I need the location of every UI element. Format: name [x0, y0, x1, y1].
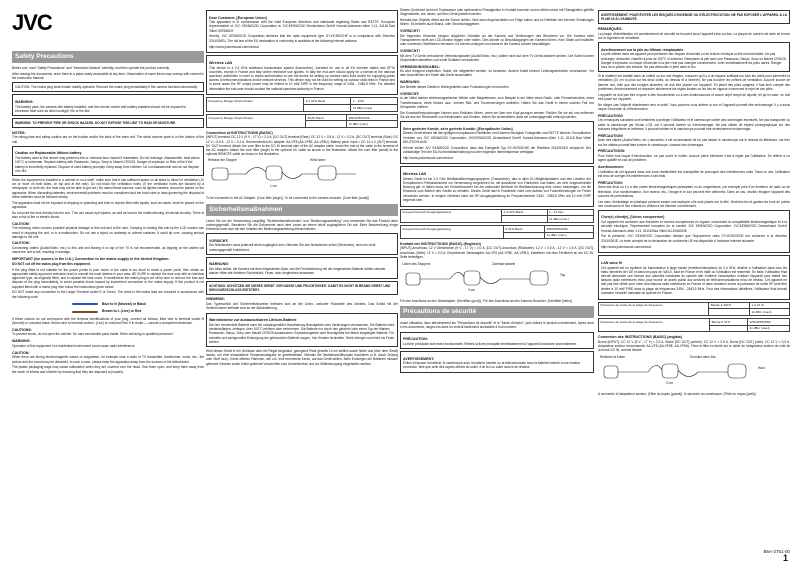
de-wlan-title: Wireless LAN [403, 171, 427, 176]
de-warnung-text-2: Der Betrieb dieses Geräts in Wohngebieten kann Funkstörungen hervorrufen. [400, 84, 510, 89]
caution-text-4: To prevent shock, do not open the cabinet. No user serviceable parts inside. Refer servicing to qualified personnel. [12, 332, 174, 337]
fr-precaution-text-2: Avec des câbles (Audio/Vidéo, etc.) raccordés, il est recommandé de ne pas laisser le caméscope sur le dessus du téléviseur, car tirer sur les câbles pourrait faire tomber le caméscope, causant des dommages. [598, 138, 790, 147]
freq-power: 11 dBm (max) [351, 105, 398, 112]
intro-text: Before use, read "Safety Precautions" and "Instruction Manual" carefully, and then operate the product correctly. [12, 65, 170, 70]
fr-relacher-label: Relâcher la butée [600, 355, 625, 360]
dear-customer-text: This apparatus is in conformance with the valid European directives and standards regarding Radio and R&TTE. European representative of JVC KENWOOD Corporation is: JVCKENWOOD Deutschland GmbH Konrad-Adenauer-Allee 1-11, 61118 Bad Vilbel GERMANY [209, 20, 395, 33]
de-kunde-title: Sehr geehrter Kunde, sehr geehrte Kundin, [Europäische Union] [403, 126, 513, 131]
freq-power: 11 dBm (max.) [545, 232, 594, 239]
fire-warning-box [12, 118, 204, 128]
de-warnung-text: Der Akku selbst, die Kamera mit dem eingesetzten Akku und die Fernbedienung mit der eingesetzten Batterie dürfen niemals starker Hitze wie direktem Sonnenlicht, Feuer, oder dergleichen aussetzen. [209, 267, 386, 276]
freq-label: Frequenzbereich Ausgangsleistung [401, 225, 504, 238]
connection-title: Connection of INSTRUCTIONS (BASIC) [206, 130, 273, 135]
fr-sun-text: Ne dirigez pas l'objectif directement vers le soleil. Vous pourriez vous abîmer la vue et l'appareil pourrait être endommagé. Il y a aussi risque d'incendie ou d'électrocution. [598, 102, 790, 111]
wlan-box [206, 55, 398, 95]
freq-power: 11 dBm (maxi) [748, 325, 790, 332]
fr-enrouler-label: Enrouler deux fois [690, 355, 716, 360]
caution-title-5: CAUTION: [12, 350, 30, 355]
fr-lithium-box [598, 42, 790, 72]
de-cm-label: 3 cm [468, 288, 475, 293]
de-warnung-box [206, 257, 398, 279]
lithium-box [12, 146, 204, 176]
de-top-label: Top [560, 273, 566, 278]
warning-text: The battery pack, the camera with battery installed, and the remote control with battery installed should not be exposed to excessive heat such as direct sunlight, fire or the like. [15, 104, 187, 113]
fr-remarques-title: REMARQUES: [598, 26, 623, 31]
to-be-connected-text: To be connected to the AC Adapter. (Core filter (large)). To be connected to the camera recorder. (Core filter (small)) [206, 196, 370, 201]
connection-text: [INPUT] terminal: DC 12 V (9 V - 17 V) = 2.0 A. [DC OUT] terminal (Rear): DC 12 V = 0.5 A - 12 V = 0.2 A. [DC OUT] terminal (Side): DC 12 V = 0.5 A - 12 V = 0.2 A. Recommended AC adapter: AA-VF8 (AA-VF8E, AA-VF8U). Battery pack: Input = DC 14.4 V. [ALT] terminal, DC OUT terminal. Attach the core filter to the DC IN terminal side of the AC adapter cable. Insert the end of the cable to the terminal of the AC adapter. Attach the core filter (large) to the optional AC cable as shown in the illustration. Attach the core filter (small) to the optional REMOTE cable as shown in the illustration. [206, 135, 398, 157]
freq-channels: W52/W53/W56 [347, 114, 398, 121]
fr-core-filter-figure [598, 354, 790, 390]
fr-fire-warning-text: AVERTISSEMENT: POUR ÉVITER LES RISQUES D'INCENDIE OU D'ÉLECTROCUTION, NE PAS EXPOSER L'APPAREIL À LA PLUIE NI À L'HUMIDITÉ. [601, 13, 787, 22]
fr-avertissement-text-2: L'utilisation de cet appareil dans une zone résidentielle est susceptible de provoquer des interférences radio. Dans ce cas, l'utilisateur est tenu de corriger les interférences à ses frais. [598, 169, 790, 178]
de-vorsicht-title-2: VORSICHT! [400, 48, 420, 53]
de-hinweise-title: HINWEISE: [206, 297, 225, 302]
caution-text-5: When there are strong electromagnetic waves or magnetism, for example near a radio or TV transmitter, transformer, motor, etc., the picture and the sound may be disturbed. In such a case, please keep the apparatus away from the sources of the disturbance. [12, 355, 204, 364]
fr-cher-title: Cher(e) client(e), [Union européenne] [601, 215, 665, 220]
freq-power: 11 dBm (max) [347, 121, 398, 128]
de-kabel-title: VERBINDUNGSKABEL: [400, 64, 441, 69]
eu-box [206, 10, 398, 53]
fr-wlan-text: Cet appareil est un système de transmission à large bande (émetteur/récepteur) de 2,4 GHz, destiné à l'utilisation dans tous les états membres de l'UE et dans les pays de l'AELE, sauf en France et en Italie où l'utilisation est restreinte. En Italie, l'utilisateur final devrait demander une licence aux autorités nationales du spectre afin d'obtenir l'autorisation d'utiliser l'appareil pour établir des liaisons radio extérieures et/ou pour fournir un accès public aux services de télécommunications et/ou de réseau. Cet appareil ne doit pas être utilisé pour créer des liaisons radio extérieures en France et dans certaines zones la puissance de sortie RF peut être limitée à 10 mW PIRE dans la plage de fréquences 2454 - 2483,5 MHz. Pour des informations détaillées, l'utilisateur final devrait contacter l'autorité nationale du spectre en France. [601, 265, 787, 295]
fr-avertissement-title: AVERTISSEMENT: [403, 356, 435, 361]
de-warnung-title: WARNUNG: [209, 262, 230, 267]
fr-avertissement-title-2: Avertissement: [598, 164, 624, 169]
caution-text: CAUTION: The mains plug shall remain readily operable. Remove the mains plug immediately if the camera functions abnormally. [15, 85, 198, 90]
fr-intro: Avant utilisation, lisez attentivement les "Précautions de sécurité" et le "Mode d'emploi", puis utilisez le produit correctement. Après avoir lu les documents, rangez-les dans un endroit facilement accessible à tout moment. [400, 321, 594, 330]
fr-doc-url: http://www.jvckenwood.com/ce/doc/ [601, 244, 652, 249]
fr-freq-table-1 [598, 302, 790, 316]
hereby-text: Hereby, JVC KENWOOD Corporation declares that the radio equipment type GY-HC900CHE is in compliance with Directive 2014/53/EU. The full text of the EU declaration of conformity is available at the following internet address: [209, 34, 395, 43]
fr-precaution-text-1: Les remarques suivantes sont destinées à protéger l'utilisateur et le caméscope contre des dommages éventuels. Ne pas transporter ou saisir le caméscope par l'écran LCD, car il pourrait tomber ou s'endommager. Ne pas utiliser de trépied photographique sur des surfaces irrégulières et inclinées. Il pourrait tomber et le caméscope pourrait être sérieusement endommagé. [598, 118, 790, 131]
freq-power: 11 dBm (maxi) [749, 309, 789, 316]
freq-band: Bande 2,4GHz [709, 302, 750, 309]
freq-table-1 [206, 97, 398, 111]
wire-brown-label: Brown to L (Live) or Red [102, 309, 142, 314]
fr-precaution-box [400, 332, 594, 349]
fr-connexion-title: Connexion des INSTRUCTIONS (BASIC) (anglais) [598, 334, 683, 339]
wire-brown-swatch [72, 311, 98, 313]
caution-title-3: CAUTION! [12, 241, 30, 246]
fr-raccorder-text: A connecter à l'adaptateur secteur. (Filtre du noyau (grand)). A raccorder au caméscope. (Filtre du noyau (petit)) [598, 392, 756, 397]
de-wickeln-label: Zweimal wickeln [492, 262, 516, 267]
de-core-filter-illustration [400, 261, 592, 297]
de-stopper-label: Lösen des Stoppers [402, 262, 431, 267]
de-kontakt-title: Kontakt der INSTRUCTIONS (BASIC) (Englisch) [400, 241, 481, 246]
de-lithium-title: Warnhinweise zur austauschbaren Lithium-Batterie [209, 318, 297, 323]
fr-cm-label: 3 cm [666, 381, 673, 386]
de-vorsicht-title: VORSICHT: [209, 238, 229, 243]
uk-text-1: DO NOT cut off the mains plug from this equipment. [12, 261, 91, 266]
de-kunde-text: Dieses Gerät stimmt mit den gültigen europäischen Richtlinien und Normen bezüglich Funkgeräte und R&TTE überein. Europäischer Vertreter von JVC KENWOOD Corporation: JVCKENWOOD Deutschland GmbH Konrad-Adenauer-Allee 1-11, 61118 Bad Vilbel DEUTSCHLAND [403, 131, 591, 144]
column-french [598, 8, 790, 537]
plastic-text: The plastic packaging bags may cause suffocation when they are covered over the head. Tear them open, and keep them away from the reach of infants and children by ensuring that they are disposed of properly. [12, 365, 204, 374]
wire-brown [72, 309, 204, 313]
de-vorsicht-text-2: Mit dem TV-Gerät verbundene Verbindungskabel (Audio/Video, etc.) sollten nicht auf dem TV-Gerät platziert werden. Die Kabel können Stolperfallen darstellen und somit Schäden verursachen. [400, 53, 594, 62]
de-freq-table-1 [400, 209, 594, 223]
freq-label: Frequency Range Output Power [207, 98, 304, 111]
fr-cher-text: Cet appareil est conforme aux directives et normes européennes en vigueur concernant la compatibilité électromagnétique et à la sécurité électrique. Représentant européen de la société JVC KENWOOD Corporation: JVCKENWOOD Deutschland GmbH Konrad-Adenauer-Allee 1-11, 61118 Bad Vilbel ALLEMAGNE [601, 220, 787, 233]
fr-precaution-title-2: PRÉCAUTION! [598, 133, 623, 138]
warning-title-3: WARNING: [12, 339, 31, 344]
fr-precaution-text-4: Dans des lieux où il y a des ondes électromagnétiques puissantes ou du magnétisme, par exemple près d'un émetteur de radio ou de télévision, d'un transformateur, d'un moteur, etc., l'image et le son peuvent être déformés. Dans ce cas, veuillez éloigner l'appareil des sources de perturbations. [598, 185, 790, 198]
dear-customer-title: Dear Customer, [European Union] [209, 15, 267, 20]
fr-precaution-title-3: PRÉCAUTIONS: [598, 149, 626, 154]
core-filter-figure [206, 158, 398, 194]
de-sun-text: Niemals das Objektiv direkt auf die Sonne richten. Dies kann Augenschäden zur Folge haben und zu Defekten der internen Schaltungen führen. Es besteht auch Brand- oder Stromschlaggefahr. [400, 18, 594, 27]
section-heading-sicherheit: Sicherheitsmaßnahmen [206, 204, 398, 216]
one-cm-label: 1 cm [270, 184, 277, 189]
fr-eu-box [598, 210, 790, 253]
fr-lithium-title: Avertissement sur la pile au lithium remplaçable [601, 47, 684, 52]
de-core-filter-figure [400, 261, 594, 297]
fr-connexion-text: Borne [INPUT]: CC 12 V (9 V - 17 V) = 2,0 A. Borne [DC OUT] (arrière): CC 12 V = 0,5 A. Borne [DC OUT] (côté): CC 12 V = 0,5 A. Adaptateur secteur recommandé: AA-VF8 (AA-VF8E, AA-VF8U). Fixez le filtre en ferrite sur le câble de l'adaptateur secteur du côté de la borne DC IN, comme illustré. [598, 339, 790, 353]
de-vorsicht-box [206, 233, 398, 255]
caution-text-3: Connecting cables (Audio/Video, etc.) to this unit and leaving it on top of the TV is not recommended, as tripping on the cables will cause the unit to fall, resulting in damage. [12, 246, 204, 255]
uk-text-2: If the plug fitted is not suitable for the power points in your home or the cable is too short to reach a power point, then obtain an appropriate safety approved extension lead or consult the local dealers in your area. BE SURE to replace the fuse only with an identical approved type, as originally fitted, and to replace the fuse cover. If nonetheless the mains plug is cut off be sure to remove the fuse and dispose of the plug immediately, to avoid possible shock hazard by inadvertent connection to the mains supply. If this product is not supplied fitted with a mains plug then follow the instructions given below: [12, 267, 204, 289]
caution-text-2: The following notes concern possible physical damage to this unit and to the user. Carrying or holding this unit by the LCD monitor can result in dropping the unit, or in a malfunction. Do not use a tripod on unsteady or unlevel surfaces. It could tip over, causing serious damage to the unit. [12, 226, 204, 239]
cabinet-text: When the equipment is installed in a cabinet or on a shelf, make sure that it has sufficient space on all sides to allow for ventilation (10 cm or more on both sides, on top and at the rear). Do not block the ventilation holes. (If the ventilation holes are blocked by a newspaper, or cloth etc. the heat may not be able to get out.) No naked flame sources, such as lighted candles, should be placed on the apparatus. When discarding batteries, environmental problems must be considered and the local rules or laws governing the disposal of these batteries must be followed strictly. [12, 177, 204, 199]
de-vorsicht-text-3: In der Nähe starker elektromagnetischer Wellen oder Magnetismus, zum Beispiel in der Nähe eines Radio- oder Fernsehsenders, eines Transformators, eines Motors usw., können Bild- und Tonverzerrungen auftreten. Halten Sie das Gerät in einem solchen Fall von Störquellen entfernt. [400, 96, 594, 109]
freq-channels: W52/W53/W56 [748, 319, 790, 326]
jvc-logo: JVC [12, 10, 52, 35]
wind-twice-label: Wind twice [310, 158, 326, 163]
caution-title-4: CAUTIONS: [12, 327, 32, 332]
freq-channels: 1 - 13 Kan. [547, 209, 593, 216]
freq-channels: 1 à 13 ch [749, 302, 789, 309]
fr-precaution-title: PRÉCAUTION: [403, 337, 428, 342]
fr-wlan-box [598, 255, 790, 299]
section-heading-precautions-fr: Précautions de sécurité [400, 306, 594, 318]
freq-band: 5GHz Band [306, 114, 347, 121]
de-plastic-text: Die Kunststoffverpackungen können zum Ersticken führen, wenn sie über den Kopf gezogen werden. Reißen Sie sie auf und entfernen Sie sie aus der Reichweite von Kleinkindern und Kindern, indem Sie sicherstellen, dass sie ordnungsgemäß entsorgt werden. [400, 110, 594, 119]
release-stopper-label: Release the Stopper [208, 158, 238, 163]
de-intro: Lesen Sie vor der Verwendung sorgfältig "Sicherheitsmaßnahmen" und "Bedienungsanleitung" und verwenden Sie das Produkt dann ordnungsgemäß. Bewahren Sie die Dokumente nach dem Lesen an einem leicht zugänglichen Ort auf. Einer Beschreibung einige Elemente kann sich mit den Inhalten der Bedienungsanleitung überschneiden. [206, 218, 398, 231]
fr-fire-warning-box [598, 10, 790, 24]
intro-text-2: After reading the documents, store them in a place easily accessible at any time. Observation of some items may overlap with content in the Instruction Manual. [12, 71, 204, 80]
page-number: 1 [782, 553, 788, 564]
de-freq-table-2 [400, 225, 594, 239]
de-eu-box [400, 121, 594, 164]
lithium-text: The battery used in this device may present a fire or chemical burn hazard if mistreated. Do not recharge, disassemble, heat above 100°C or incinerate. Replace battery with Panasonic, Sanyo, Sony or Maxell CR2025. Danger of explosion or Risk of fire if the battery is incorrectly replaced. Dispose of used battery promptly. Keep away from children. Do not disassemble and do not dispose of in fire. [15, 156, 200, 173]
notes-text: The rating plate and safety caution are on the bottom and/or the back of the main unit. The serial number plate is on the bottom of the unit. [12, 135, 204, 144]
de-vorsicht-title-1: VORSICHT! [400, 28, 420, 33]
freq-band: 5 GHz-Band [503, 225, 544, 232]
freq-band: 2,4 GHz-Band [502, 209, 548, 216]
freq-channels: 1 - 13ch [351, 98, 398, 105]
de-hinweise-text: Das Typenschild und Sicherheitshinweise befinden sich an der Unter- und/oder Rückseite des Gerätes. Das Schild mit der Seriennummer befindet sich an der Akkuhalterung. [206, 302, 398, 311]
wlan-title: Wireless LAN [209, 60, 233, 65]
de-hiermit-text: Hiermit erklärt JVC KENWOOD Corporation, dass das Funkgerät Typ GY-HC900CHE der Richtlinie 2014/53/EU entspricht. Der vollständige Text der EU-Konformitätserklärung ist unter folgender Internetadresse verfügbar: [403, 145, 591, 154]
wire-blue-swatch [72, 303, 98, 305]
de-lithium-text: Die hier verwendete Batterie kann bei unsachgemäßer Handhabung Brandgefahr oder Verätzungen verursachen. Die Batterie nicht wiederaufladen, zerlegen, über 100°C erhitzen oder verbrennen. Die Batterie nur durch den gleichen oder einen Typ der Marken Panasonic, Sanyo, Sony oder Maxell CR2025 austauschen. Explosionsgefahr oder Brandgefahr bei falsch eingelegter Batterie. Für schnelle und sachgemäße Entsorgung der gebrauchten Batterie sorgen. Von Kindern fernhalten. Nicht zerlegen und nicht ins Feuer werfen. [209, 322, 395, 344]
fr-precaution-text: La fiche principale doit rester fonctionnelle. Retirez la fiche principale immédiatement si l'appareil fonctionne anormalement. [403, 341, 578, 346]
de-achtung-text: ACHTUNG: SCHÜTZEN SIE DIESES GERÄT VOR NÄSSE UND FEUCHTIGKEIT. DAMIT ES NICHT IN BRAND GERÄT UND KEIN KURZSCHLUSS ENTSTEHT. [209, 283, 391, 292]
de-vorsicht-text-1: Die folgenden Hinweise beugen möglichen Schäden an der Kamera und Verletzungen des Benutzers vor. Die Kamera beim Transportieren nicht am LCD-Monitor tragen oder halten. Dies könnte zu Beschädigungen der Kamera führen. Kein Stativ auf instabilen oder unebenen Oberflächen benutzen. Es könnte umkippen und dadurch die Kamera schwer beschädigen. [400, 33, 594, 47]
fr-core-filter-illustration [598, 354, 788, 390]
fr-precaution-text-3: Pour éviter tout risque d'électrocution, ne pas ouvrir le boîtier. Aucune pièce intérieure n'est à régler par l'utilisateur. Se référer à un agent qualifié en cas de problème. [598, 153, 790, 163]
de-lithium-box [206, 313, 398, 347]
core-filter-illustration [206, 158, 396, 194]
de-drip-text: Dieses Gerät darf nicht mit Tropfwasser oder spritzendem Flüssigkeiten in Kontakt kommen und es dürfen keine mit Flüssigkeiten gefüllte Gegenstände, wie Vasen, auf dem Gerät platziert werden. [400, 8, 594, 17]
wire-blue-label: Blue to N (Neutral) or Black [102, 301, 147, 306]
freq-channels: W52/W53/W56 [545, 225, 594, 232]
fire-warning-text: WARNING: TO PREVENT FIRE OR SHOCK HAZARD, DO NOT EXPOSE THIS UNIT TO RAIN OR MOISTURE. [15, 120, 177, 125]
freq-label: Puissance de sortie de la plage de fréquence [599, 302, 709, 315]
fr-parlapres-text: Par la présente, JVC KENWOOD Corporation déclare que l'équipement radio GY-HC900CHE est conforme à la directive 2014/53/UE. Le texte complet de la déclaration de conformité UE est disponible à l'adresse Internet suivante: [601, 234, 787, 243]
fr-freq-table-2 [598, 318, 790, 332]
freq-label: Frequency Range Output Power [207, 114, 306, 127]
notes-title: NOTES: [12, 130, 26, 135]
freq-band: Bande 5 GHz [710, 319, 748, 326]
fr-haut-label: Haut [758, 366, 765, 371]
drip-text: The apparatus shall not be exposed to dripping or splashing and that no objects filled with liquids, such as vases, shall be placed on the apparatus. [12, 200, 204, 209]
column-english [12, 48, 204, 537]
warning-title: WARNING: [15, 99, 34, 104]
de-wlan-box [400, 166, 594, 206]
fr-avertissement-text: Évitez d'exposer la batterie, le caméscope avec la batterie insérée ou la télécommande avec la batterie insérée à une chaleur excessive, telle que celle des rayons directs du soleil, d'un feu ou autre source de chaleur. [403, 361, 581, 370]
fr-precaution-title-4: PRÉCAUTION: [598, 180, 623, 185]
freq-table-2 [206, 114, 398, 128]
de-doc-url: http://www.jvckenwood.com/ce/doc/ [403, 155, 454, 160]
de-kabel-text: Es wird dringend empfohlen, Kabel, die mitgeliefert werden, zu benutzen. Andere Kabel können Leistungseinbußen verursachen. Vor dem Anschließen der Kabel das Gerät ausschalten. [400, 69, 594, 78]
uk-title: IMPORTANT (for owners in the U.K.) Connection to the mains supply in the United Kingdom. [12, 257, 170, 262]
freq-label: Frequenzbereich Ausgangsleistung [401, 209, 502, 222]
wlan-text: This device is a 2.4 GHz wideband transmission system (transceiver), intended for use in all EU member states and EFTA countries, except in France and Italy where restrictive use applies. In Italy the end-user should apply for a license at the national spectrum authorities in order to obtain authorization to use the device for setting up outdoor radio links and/or for supplying public access to telecommunications and/or network services. This device may not be used for setting up outdoor radio links in France and in some areas the RF output power may be limited to 10 mW EIRP in the frequency range of 2454 - 2483.5 MHz. For detailed information the end-user should contact the national spectrum authority in France. [209, 65, 395, 91]
de-vorsicht-text: Der Netzstecker muss jederzeit leicht zugänglich sein. Nehmen Sie den Netzstecker sofort (Stromnetz), wenn es nicht ordnungsgemäß funktioniert. [209, 243, 376, 252]
doc-url: http://www.jvckenwood.com/ce/doc/ [209, 44, 260, 49]
caution-box [12, 82, 204, 92]
fr-cabinet-text: Si le matériel est installé dans un coffret ou sur une étagère, s'assurer qu'il y a un espace suffisant sur tous les côtés pour permettre la ventilation (10 cm ou plus sur les deux côtés, au dessus et à l'arrière). Ne pas boucher les orifices de ventilation. Aucune source de flamme nue, telle que des bougies allumées, ne doit être placée sur l'appareil. En jetant des piles usagées, il faut tenir compte des problèmes d'environnement et respecter strictement les règles locales ou les lois en vigueur concernant le rejet de ces piles. [598, 74, 790, 91]
fr-wlan-title: LAN sans fil [601, 260, 622, 265]
fr-remarques-text: La plaque d'identification et l'avertissement de sécurité se trouvent sous l'appareil et/ou au dos. La plaque de numéro de série se trouve sur le logement de la batterie. [598, 31, 790, 40]
document-code: B6A-2751-00 [763, 549, 790, 555]
de-more-text: Wird dieses Gerät in ein Gehäuse oder ein Regal eingebaut, genügend Platz (jeweils 10 cm seitlich sowie hinter und über dem Gerät) lassen, um eine einwandfreie Temperaturabgabe zu gewährleisten. Niemals die Ventilationsöffnungen blockieren (z.B. durch Zeitung oder Stoff usw.). Keine offenen Flammen, wie z.B. eine brennende Kerze, auf das Gerät stellen. Beim Entsorgen der Batterien müssen geltende Gesetze sowie örtlich geltende Vorschriften zum Umweltschutz und zur Müllentsorgung eingehalten werden. [206, 348, 398, 366]
de-vorsicht-title-3: VORSICHT: [400, 91, 420, 96]
fr-avertissement-box [400, 351, 594, 373]
de-achtung-box [206, 281, 398, 295]
freq-label: Puissance de sortie de la plage de fréquence [599, 319, 710, 332]
de-kontakt-text: [INPUT]-Anschluss: 12 V Gleichstrom (9 V - 17 V) = 2,0 A. [DC OUT]-Anschluss (Rückseite): 12 V = 0,5 A - 12 V = 1,5 A. [DC OUT]-Anschluss (Seite): 12 V = 0,5 A. Empfohlener Netzadapter: AA-VF8 (AA-VF8E, AA-VF8U). Kabelkern mit dem Ferritkern an der DC-IN-Seite befestigen. [400, 246, 594, 259]
freq-power: 11 dBm (max.) [547, 216, 593, 223]
lithium-title: Caution on Replaceable lithium battery [15, 151, 82, 156]
column-eu-german [206, 8, 398, 537]
de-warnung-title-2: WARNUNG: [400, 80, 421, 85]
fr-drip-text: L'appareil ne doit pas être exposé à des écoulements ou à des éclaboussures et aucun objet rempli de liquide, tel qu'un vase, ne doit être placé sur l'appareil. [598, 92, 790, 101]
de-wlan-text: Dieses Gerät ist ein 2,4 GHz Breitbandübertragungssystem (Transceiver), das in allen EU-Mitgliedsstaaten und den Ländern der Europäischen Freihandelszone zur Verwendung vorgesehen ist, mit Ausnahme von Frankreich und Italien, wo eine eingeschränkte Nutzung gilt. In Italien muss der Endverbraucher bei der nationalen Behörde für Breitbandnutzung eine Lizenz beantragen, um die Erlaubnis zum Betrieb des Geräts zu erhalten. Dieses Gerät darf in Frankreich nicht zum Aufbau von Funkverbindungen im Freien verwendet werden. In einigen Gebieten kann die RF-Ausgangsleistung im Frequenzbereich 2454 - 2483,5 MHz auf 10 mW EIRP begrenzt sein. [403, 176, 591, 202]
uk-text-3: DO NOT make any connection to the Larger Terminal coded E or Green. The wires in the mains lead are coloured in accordance with the following code: [12, 290, 204, 299]
uk-text-4: If these colours do not correspond with the terminal identifications of your plug, connect as follows: Blue wire to terminal coded N (Neutral) or coloured black. Brown wire to terminal coded L (Live) or coloured Red. If in doubt — consult a competent electrician. [12, 316, 204, 326]
column-german-french [400, 8, 594, 537]
caution-title-2: CAUTION! [12, 221, 30, 226]
de-anschluss-text: Für den Anschluss an den Netzadapter. (Kernfilter (groß)). Für den Anschluss an den Kamera-Recorder. (Kernfilter (klein)) [400, 299, 573, 304]
warning-box [12, 94, 204, 116]
lens-sun-text: Do not point the lens directly into the sun. This can cause eye injuries, as well as lead to the malfunctioning of internal circuitry. There is also a risk of fire or electric shock. [12, 210, 204, 219]
fr-precaution-title-1: PRÉCAUTION! [598, 113, 623, 118]
wire-blue [72, 302, 204, 306]
warning-text-3: Operation of this equipment in a residential environment could cause radio interference. [12, 343, 136, 348]
freq-band: 2.4 GHz Band [304, 98, 351, 105]
fr-lithium-text: La pile utilisée dans cet appareil peut présenter des risques d'incendie ou de brûlure chimique si elle est mal traitée. Ne pas recharger, démonter, chauffer à plus de 100°C ni incinérer. Remplacer la pile avec une Panasonic, Sanyo, Sony ou Maxell CR2025. Danger d'explosion ou risque d'incendie si la pile n'est pas changée correctement. Jeter immédiatement les piles usées. Ranger hors de la portée des enfants. Ne pas démonter ni jeter dans le feu. [601, 52, 787, 69]
fr-plastic-text: Les sacs d'emballage en plastique peuvent causer une asphyxie s'ils sont placés sur la tête. Déchirez-les et gardez-les hors de portée des nourrissons et des enfants en veillant à les éliminer correctement. [598, 199, 790, 208]
section-heading-safety-precautions: Safety Precautions [12, 51, 204, 63]
